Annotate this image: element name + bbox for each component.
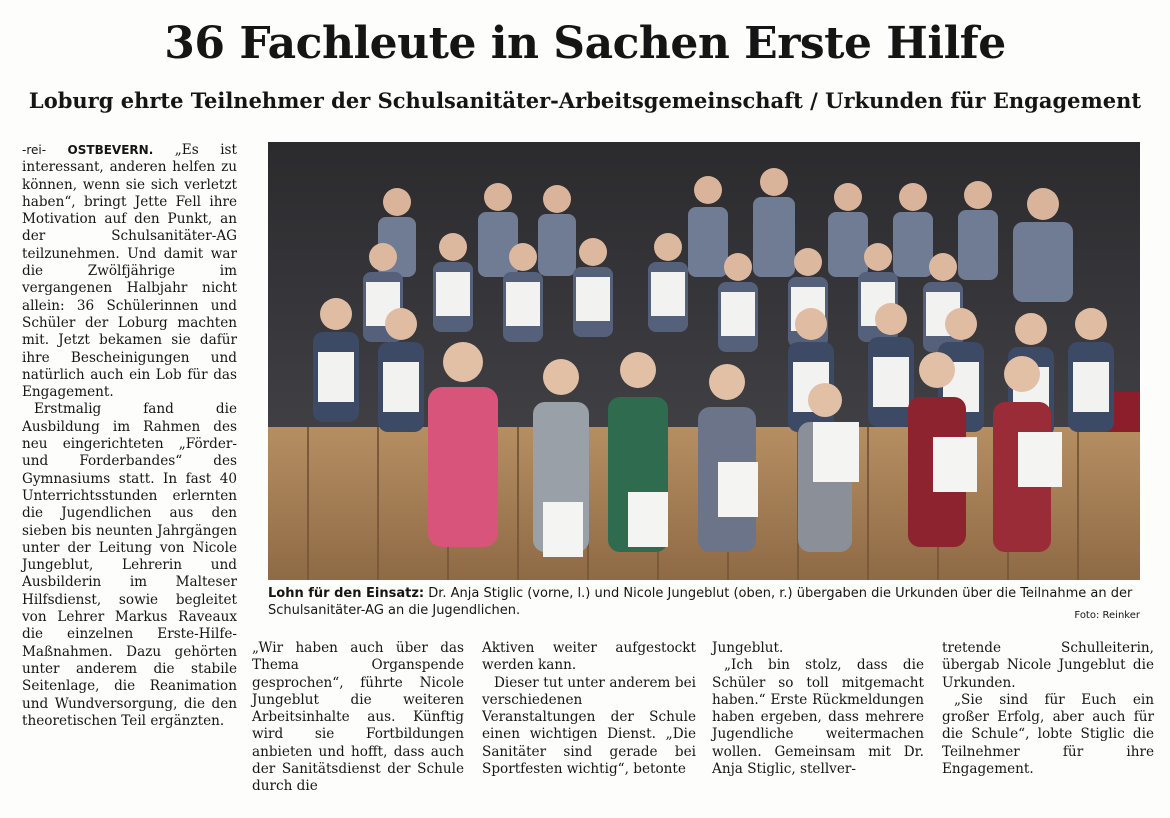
paragraph: tretende Schulleiterin, übergab Nicole Jungeblut die Urkunden. (942, 640, 1154, 691)
photo-caption (268, 585, 1140, 619)
paragraph: Aktiven weiter aufgestockt werden kann. (482, 640, 696, 674)
article-column-1 (22, 142, 237, 730)
paragraph: „Sie sind für Euch ein großer Erfolg, aber auch für die Schule“, lobte Stiglic die Teilnehmer für ihre Engagement. (942, 691, 1154, 778)
paragraph: „Wir haben auch über das Thema Organspende gesprochen“, führte Nicole Jungeblut die weiteren Arbeitsinhalte aus. Künftig wird sie Fortbildungen anbieten und hofft, dass auch der Sanitätsdienst der Schule durch die (252, 640, 464, 795)
paragraph: „Ich bin stolz, dass die Schüler so toll mitgemacht haben.“ Erste Rückmeldungen haben ergeben, dass mehrere Jugendliche weitermachen wollen. Gemeinsam mit Dr. Anja Stiglic, stellver- (712, 657, 924, 778)
article-column-2 (252, 640, 464, 796)
photo-credit: Foto: Reinker (1074, 610, 1140, 621)
group-photo (268, 142, 1140, 580)
caption-lead: Lohn für den Einsatz: (268, 586, 425, 601)
dateline: OSTBEVERN. (67, 143, 154, 157)
paragraph: Dieser tut unter anderem bei verschiedenen Veranstaltungen der Schule einen wichtigen Dienst. „Die Sanitäter sind gerade bei Sportfesten wichtig“, betonte (482, 674, 696, 778)
paragraph-text: „Es ist interessant, anderen helfen zu können, wenn sie sich verletzt haben“, bringt Jette Fell ihre Motivation auf den Punkt, an der Schulsanitäter-AG teilzunehmen. Und damit war die Zwölfjährige im vergangenen Halbjahr nicht allein: 36 Schülerinnen und Schüler der Loburg machten mit. Jetzt bekamen sie dafür ihre Bescheinigungen und natürlich auch ein Lob für das Engagement. (22, 142, 237, 401)
paragraph (22, 142, 237, 401)
subheadline: Loburg ehrte Teilnehmer der Schulsanitäter-Arbeitsgemeinschaft / Urkunden für Engagement (28, 88, 1142, 113)
author-tag: -rei- (22, 143, 47, 157)
paragraph: Erstmalig fand die Ausbildung im Rahmen des neu eingerichteten „Förder- und Forderbandes“ des Gymnasiums statt. In fast 40 Unterrichtsstunden erlernten die Jugendlichen aus den sieben bis neunten Jahrgängen unter der Leitung von Nicole Jungeblut, Lehrerin und Ausbilderin im Malteser Hilfsdienst, sowie begleitet von Lehrer Markus Raveaux die einzelnen Erste-Hilfe-Maßnahmen. Dazu gehörten unter anderem die stabile Seitenlage, die Reanimation und Wundversorgung, die den theoretischen Teil ergänzten. (22, 401, 237, 729)
group-photo-illustration (268, 142, 1140, 580)
article-column-4 (712, 640, 924, 778)
paragraph: Jungeblut. (712, 640, 784, 656)
headline: 36 Fachleute in Sachen Erste Hilfe (164, 18, 1006, 69)
caption-text: Dr. Anja Stiglic (vorne, l.) und Nicole Jungeblut (oben, r.) übergaben die Urkunden über die Teilnahme an der Schulsanitäter-AG an die Jugendlichen. (268, 586, 1133, 618)
article-column-5 (942, 640, 1154, 778)
article-column-3 (482, 640, 696, 778)
